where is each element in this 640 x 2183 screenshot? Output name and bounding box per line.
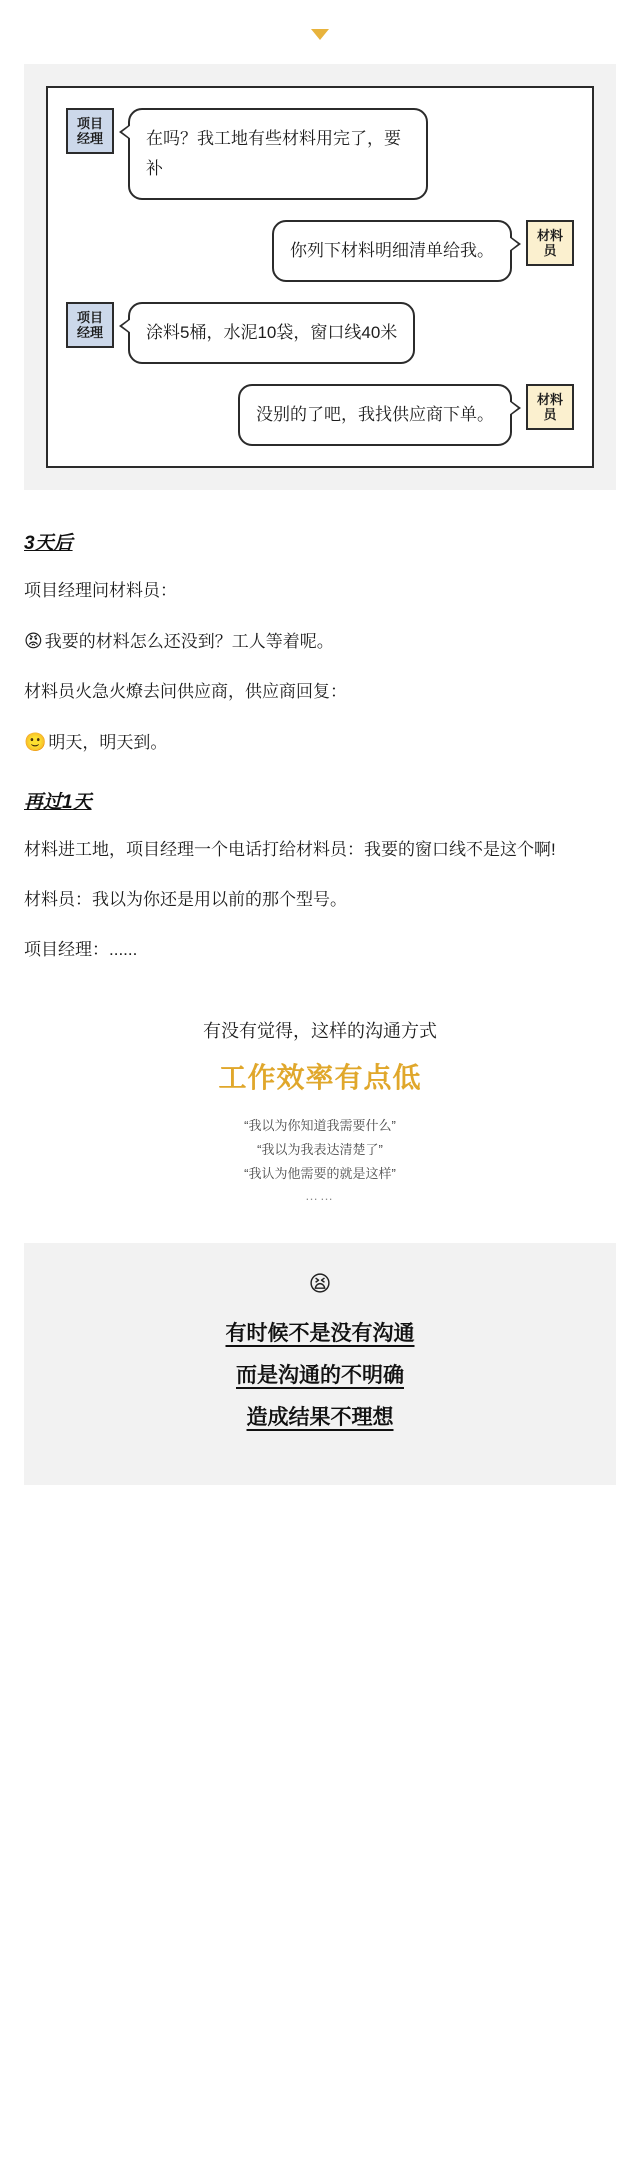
bubble-tail-inner-icon	[122, 319, 131, 333]
story-paragraph-text: 明天，明天到。	[48, 733, 168, 752]
bubble-tail-inner-icon	[509, 401, 518, 415]
story-paragraph: 项目经理：......	[24, 940, 138, 959]
avatar-label-line2: 员	[543, 243, 557, 258]
chat-bubble-text: 涂料5桶，水泥10袋，窗口线40米	[146, 323, 398, 342]
chat-bubble-text: 没别的了吧，我找供应商下单。	[256, 405, 494, 424]
section-heading-day3: 3天后	[24, 533, 73, 554]
chat-message-row	[66, 302, 574, 364]
chat-bubble	[272, 220, 512, 282]
story-paragraph: 材料进工地，项目经理一个电话打给材料员：我要的窗口线不是这个啊!	[24, 840, 556, 859]
avatar-project-manager	[66, 302, 114, 348]
chat-bubble	[238, 384, 512, 446]
caret-down-icon	[311, 29, 329, 40]
conclusion-box	[24, 1243, 616, 1485]
story-paragraph-with-emoji	[24, 726, 616, 759]
tired-face-emoji: 😫	[308, 1271, 332, 1296]
highlight-quote: “我以为你知道我需要什么”	[244, 1118, 396, 1133]
avatar-project-manager	[66, 108, 114, 154]
highlight-section	[0, 1014, 640, 1203]
story-paragraph-text: 我要的材料怎么还没到？工人等着呢。	[44, 632, 334, 651]
highlight-quote: “我认为他需要的就是这样”	[244, 1166, 396, 1181]
highlight-lead-text: 有没有觉得，这样的沟通方式	[203, 1021, 437, 1041]
conclusion-line: 有时候不是没有沟通	[225, 1322, 415, 1345]
chat-bubble	[128, 302, 415, 364]
smiling-face-emoji: 🙂	[24, 732, 47, 752]
avatar-material-clerk	[526, 220, 574, 266]
story-paragraph: 材料员火急火燎去问供应商，供应商回复：	[24, 682, 347, 701]
story-paragraph: 项目经理问材料员：	[24, 581, 177, 600]
conclusion-line: 造成结果不理想	[246, 1406, 394, 1429]
highlight-quote: “我以为我表达清楚了”	[257, 1142, 383, 1157]
chat-message-row	[66, 220, 574, 282]
bubble-tail-inner-icon	[122, 125, 131, 139]
story-paragraph-with-emoji	[24, 625, 616, 658]
avatar-label-line2: 经理	[76, 131, 103, 146]
section-heading-day4: 再过1天	[24, 792, 92, 813]
chat-bubble	[128, 108, 428, 200]
avatar-label-line1: 项目	[76, 116, 103, 131]
conclusion-line: 而是沟通的不明确	[236, 1364, 404, 1387]
chat-bubble-text: 你列下材料明细清单给我。	[290, 241, 494, 260]
chat-message-row	[66, 108, 574, 200]
avatar-label-line1: 材料	[536, 228, 563, 243]
avatar-label-line2: 经理	[76, 325, 103, 340]
avatar-label-line1: 材料	[536, 392, 563, 407]
highlight-ellipsis: ……	[305, 1188, 335, 1203]
chat-panel	[24, 64, 616, 490]
chat-message-row	[66, 384, 574, 446]
bubble-tail-inner-icon	[509, 237, 518, 251]
avatar-label-line1: 项目	[76, 310, 103, 325]
highlight-headline: 工作效率有点低	[218, 1062, 422, 1093]
avatar-material-clerk	[526, 384, 574, 430]
story-section	[0, 490, 640, 966]
caret-row	[0, 0, 640, 50]
story-paragraph: 材料员：我以为你还是用以前的那个型号。	[24, 890, 347, 909]
angry-face-emoji: 😡	[24, 631, 43, 651]
chat-frame	[46, 86, 594, 468]
avatar-label-line2: 员	[543, 407, 557, 422]
chat-bubble-text: 在吗？我工地有些材料用完了，要补	[146, 129, 401, 178]
